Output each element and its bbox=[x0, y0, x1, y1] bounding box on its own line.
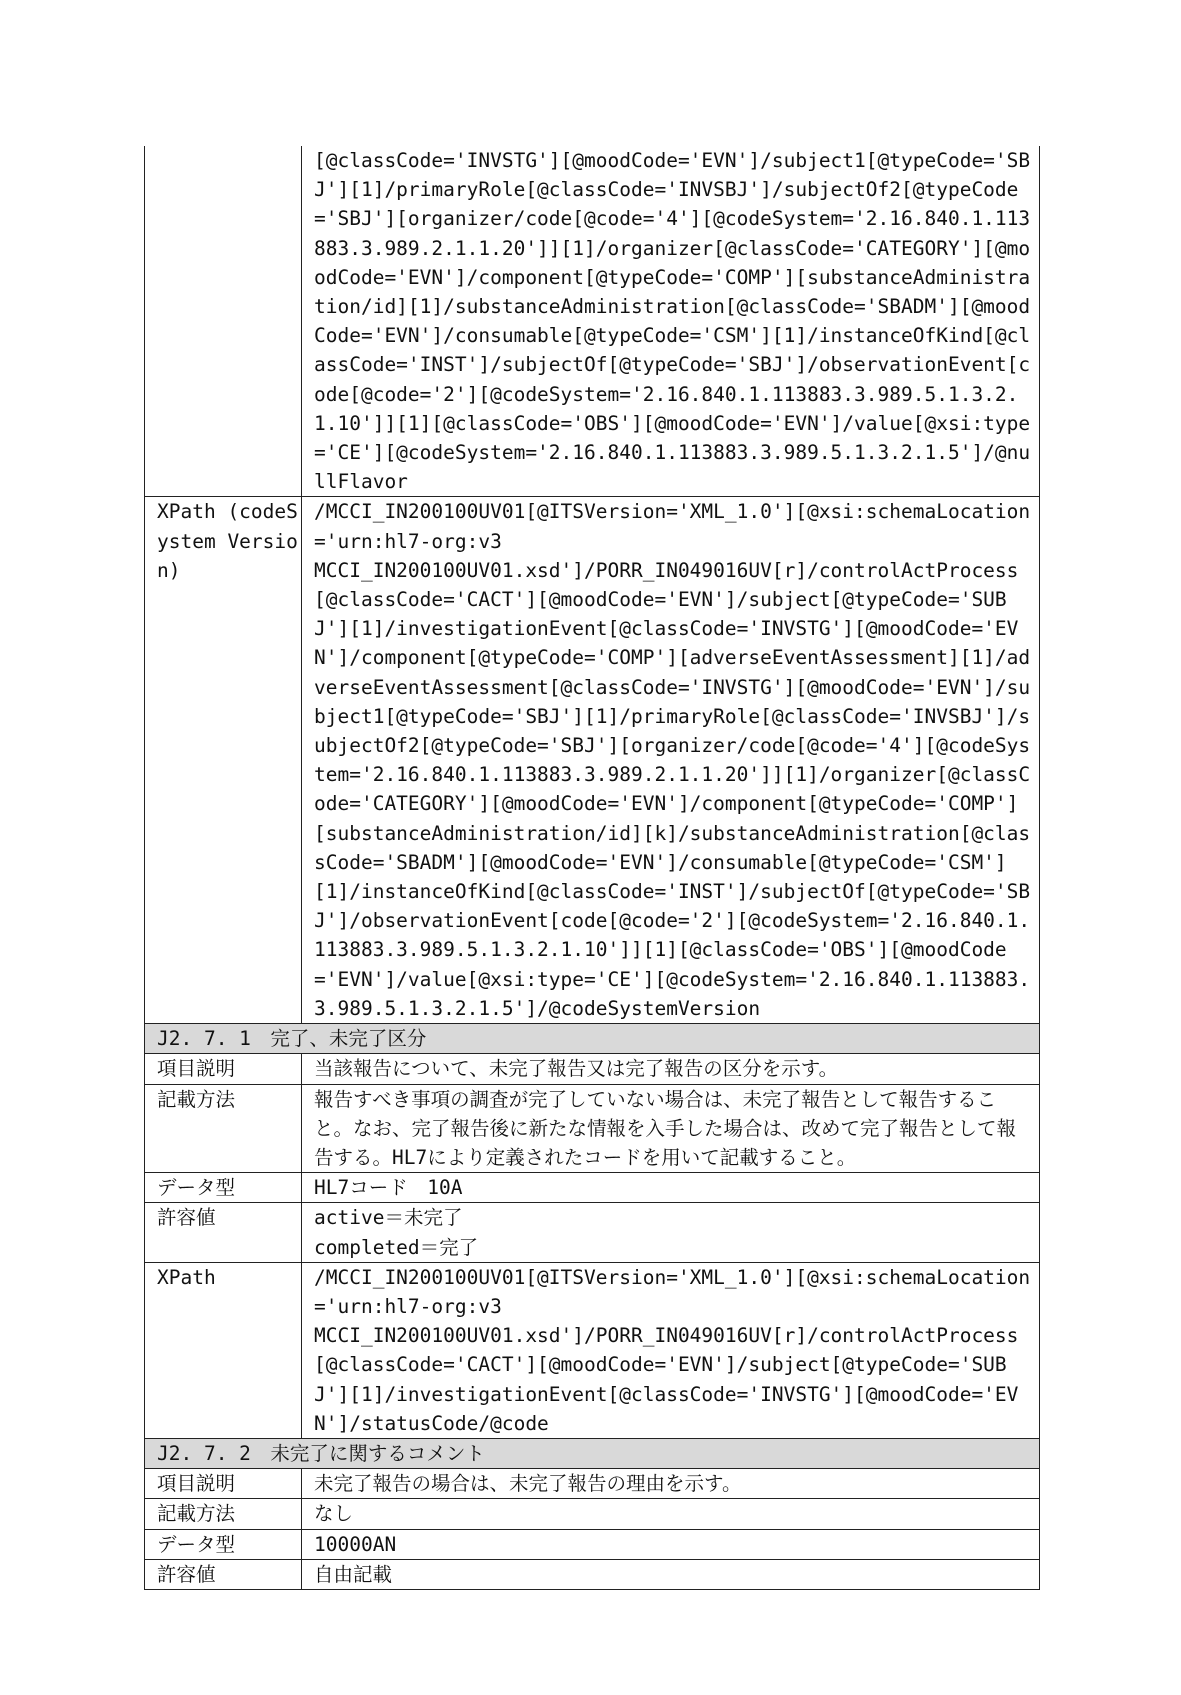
method-label: 記載方法 bbox=[145, 1499, 302, 1529]
xpath-nullflavor-continued-value: [@classCode='INVSTG'][@moodCode='EVN']/subject1[@typeCode='SBJ'][1]/primaryRole[@classCode='INVSBJ']/subjectOf2[@typeCode='SBJ'][organizer/code[@code='4'][@codeSystem='2.16.840.1.113883.3.989.2.1.1.20']][1]/organizer[@classCode='CATEGORY'][@moodCode='EVN']/component[@typeCode='COMP'][substanceAdministration/id][1]/substanceAdministration[@classCode='SBADM'][@moodCode='EVN']/consumable[@typeCode='CSM'][1]/instanceOfKind[@classCode='INST']/subjectOf[@typeCode='SBJ']/observationEvent[code[@code='2'][@codeSystem='2.16.840.1.113883.3.989.5.1.3.2.1.10']][1][@classCode='OBS'][@moodCode='EVN']/value[@xsi:type='CE'][@codeSystem='2.16.840.1.113883.3.989.5.1.3.2.1.5']/@nullFlavor bbox=[302, 146, 1040, 497]
allowed-value-completed: completed＝完了 bbox=[314, 1235, 479, 1259]
allowed-values-label: 許容値 bbox=[145, 1203, 302, 1262]
table-row bbox=[145, 1262, 1040, 1438]
section-heading-j2-7-2: J2. 7. 2 未完了に関するコメント bbox=[145, 1438, 1040, 1468]
allowed-values bbox=[302, 1203, 1040, 1262]
datatype-label: データ型 bbox=[145, 1529, 302, 1559]
section-heading-row bbox=[145, 1438, 1040, 1468]
allowed-values: 自由記載 bbox=[302, 1559, 1040, 1589]
description-label: 項目説明 bbox=[145, 1469, 302, 1499]
row-label-empty bbox=[145, 146, 302, 497]
method-label: 記載方法 bbox=[145, 1084, 302, 1173]
datatype-value: 10000AN bbox=[302, 1529, 1040, 1559]
table-row bbox=[145, 497, 1040, 1024]
table-row bbox=[145, 1054, 1040, 1084]
allowed-values-label: 許容値 bbox=[145, 1559, 302, 1589]
xpath-codesystemversion-line-1: /MCCI_IN200100UV01[@ITSVersion='XML_1.0'][@xsi:schemaLocation='urn:hl7-org:v3 bbox=[314, 500, 1031, 553]
allowed-value-active: active＝未完了 bbox=[314, 1206, 463, 1230]
table-row bbox=[145, 1499, 1040, 1529]
section-heading-row bbox=[145, 1024, 1040, 1054]
xpath-codesystemversion-label: XPath (codeSystem Version) bbox=[145, 497, 302, 1024]
table-row bbox=[145, 1559, 1040, 1589]
xpath-line-1: /MCCI_IN200100UV01[@ITSVersion='XML_1.0'][@xsi:schemaLocation='urn:hl7-org:v3 bbox=[314, 1265, 1031, 1318]
method-value: なし bbox=[302, 1499, 1040, 1529]
table-row bbox=[145, 1203, 1040, 1262]
method-value: 報告すべき事項の調査が完了していない場合は、未完了報告として報告すること。なお、完了報告後に新たな情報を入手した場合は、改めて完了報告として報告する。HL7により定義されたコードを用いて記載すること。 bbox=[302, 1084, 1040, 1173]
description-value: 未完了報告の場合は、未完了報告の理由を示す。 bbox=[302, 1469, 1040, 1499]
xpath-codesystemversion-value bbox=[302, 497, 1040, 1024]
description-label: 項目説明 bbox=[145, 1054, 302, 1084]
section-heading-j2-7-1: J2. 7. 1 完了、未完了区分 bbox=[145, 1024, 1040, 1054]
xpath-label: XPath bbox=[145, 1262, 302, 1438]
xpath-value bbox=[302, 1262, 1040, 1438]
datatype-value: HL7コード 10A bbox=[302, 1173, 1040, 1203]
datatype-label: データ型 bbox=[145, 1173, 302, 1203]
xpath-codesystemversion-line-2: MCCI_IN200100UV01.xsd']/PORR_IN049016UV[r]/controlActProcess[@classCode='CACT'][@moodCode='EVN']/subject[@typeCode='SUBJ'][1]/investigationEvent[@classCode='INVSTG'][@moodCode='EVN']/component[@typeCode='COMP'][adverseEventAssessment][1]/adverseEventAssessment[@classCode='INVSTG'][@moodCode='EVN']/subject1[@typeCode='SBJ'][1]/primaryRole[@classCode='INVSBJ']/subjectOf2[@typeCode='SBJ'][organizer/code[@code='4'][@codeSystem='2.16.840.1.113883.3.989.2.1.1.20']][1]/organizer[@classCode='CATEGORY'][@moodCode='EVN']/component[@typeCode='COMP'][substanceAdministration/id][k]/substanceAdministration[@classCode='SBADM'][@moodCode='EVN']/consumable[@typeCode='CSM'][1]/instanceOfKind[@classCode='INST']/subjectOf[@typeCode='SBJ']/observationEvent[code[@code='2'][@codeSystem='2.16.840.1.113883.3.989.5.1.3.2.1.10']][1][@classCode='OBS'][@moodCode='EVN']/value[@xsi:type='CE'][@codeSystem='2.16.840.1.113883.3.989.5.1.3.2.1.5']/@codeSystemVersion bbox=[314, 558, 1031, 1020]
description-value: 当該報告について、未完了報告又は完了報告の区分を示す。 bbox=[302, 1054, 1040, 1084]
table-row bbox=[145, 146, 1040, 497]
specification-table bbox=[144, 146, 1040, 1590]
table-row bbox=[145, 1084, 1040, 1173]
table-row bbox=[145, 1173, 1040, 1203]
table-row bbox=[145, 1469, 1040, 1499]
table-row bbox=[145, 1529, 1040, 1559]
xpath-line-2: MCCI_IN200100UV01.xsd']/PORR_IN049016UV[r]/controlActProcess[@classCode='CACT'][@moodCode='EVN']/subject[@typeCode='SUBJ'][1]/investigationEvent[@classCode='INVSTG'][@moodCode='EVN']/statusCode/@code bbox=[314, 1324, 1019, 1435]
